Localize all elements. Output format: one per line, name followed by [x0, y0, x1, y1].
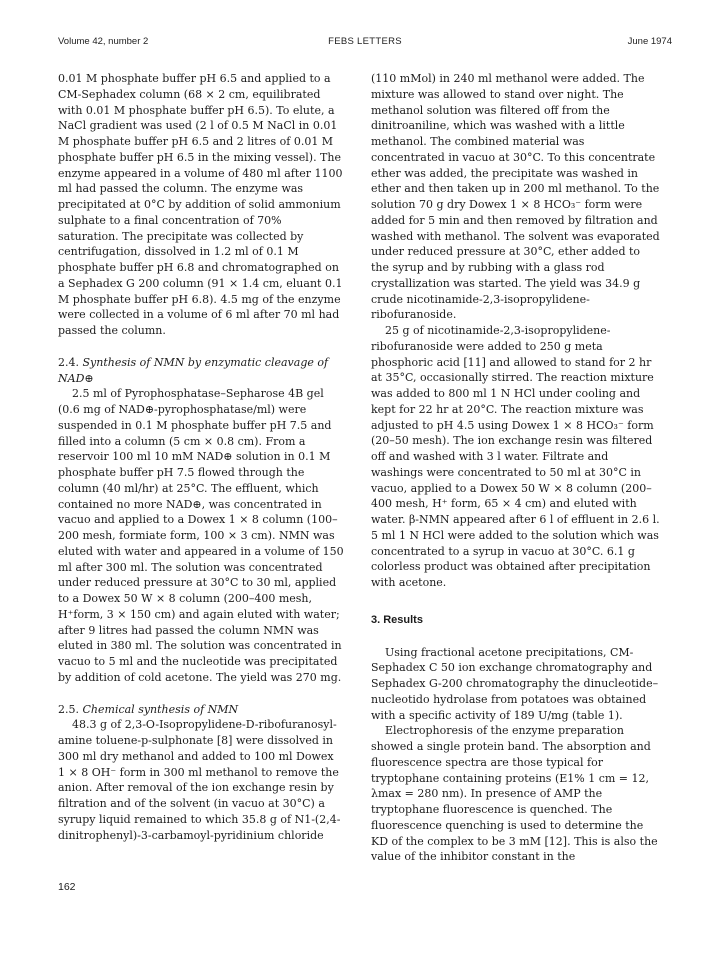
- left-column: [58, 71, 344, 843]
- section-number: 2.4.: [58, 355, 79, 369]
- right-column: [371, 71, 661, 865]
- section-title: Chemical synthesis of NMN: [82, 702, 239, 716]
- section-heading-results: 3. Results: [371, 613, 423, 626]
- section-title: Synthesis of NMN by enzymatic cleavage of NAD⊕: [58, 355, 329, 385]
- section-heading-2-5: [58, 702, 344, 718]
- section-heading-2-4: [58, 355, 344, 387]
- section-number: 2.5.: [58, 702, 79, 716]
- paragraph-phosphoric-acid: 25 g of nicotinamide-2,3-isopropylidene-ribofuranoside were added to 250 g meta phosphoric acid [11] and allowed to stand for 2 hr at 35°C, occasionally stirred. The reaction mixture was added to 800 ml 1 N HCl under cooling and kept for 22 hr at 20°C. The reaction mixture was adjusted to pH 4.5 using Dowex 1 × 8 HCO₃⁻ form (20–50 mesh). The ion exchange resin was filtered off and washed with 3 l water. Filtrate and washings were concentrated to 50 ml at 30°C in vacuo, applied to a Dowex 50 W × 8 column (200–400 mesh, H⁺ form, 65 × 4 cm) and eluted with water. β-NMN appeared after 6 l of effluent in 2.6 l. 5 ml 1 N HCl were added to the solution which was concentrated to a syrup in vacuo at 30°C. 6.1 g colorless product was obtained after precipitation with acetone.: [371, 324, 660, 589]
- issue-date: June 1974: [627, 36, 672, 47]
- journal-name: FEBS LETTERS: [328, 36, 402, 47]
- paragraph-results-electrophoresis: Electrophoresis of the enzyme preparation showed a single protein band. The absorption and fluorescence spectra are those typical for tryptophane containing proteins (E1% 1 cm = 12, λmax = 280 nm). In presence of AMP the tryptophane fluorescence is quenched. The fluorescence quenching is used to determine the KD of the complex to be 3 mM [12]. This is also the value of the inhibitor constant in the: [371, 724, 658, 864]
- spacer: [58, 686, 344, 702]
- paragraph-chemical-synthesis: 48.3 g of 2,3-O-Isopropylidene-D-ribofuranosyl-amine toluene-p-sulphonate [8] were dissolved in 300 ml dry methanol and added to 100 ml Dowex 1 × 8 OH⁻ form in 300 ml methanol to remove the anion. After removal of the ion exchange resin by filtration and of the solvent (in vacuo at 30°C) a syrupy liquid remained to which 35.8 g of N1-(2,4-dinitrophenyl)-3-carbamoyl-pyridinium chloride: [58, 718, 341, 842]
- volume-number: Volume 42, number 2: [58, 36, 149, 47]
- spacer: [371, 629, 661, 645]
- paragraph-methanol: (110 mMol) in 240 ml methanol were added. The mixture was allowed to stand over night. The methanol solution was filtered off from the dinitroaniline, which was washed with a little methanol. The combined material was concentrated in vacuo at 30°C. To this concentrate ether was added, the precipitate was washed in ether and then taken up in 200 ml methanol. To the solution 70 g dry Dowex 1 × 8 HCO₃⁻ form were added for 5 min and then removed by filtration and washed with methanol. The solvent was evaporated under reduced pressure at 30°C, ether added to the syrup and by rubbing with a glass rod crystallization was started. The yield was 34.9 g crude nicotinamide-2,3-isopropylidene-ribofuranoside.: [371, 72, 660, 322]
- spacer: [371, 591, 661, 613]
- spacer: [58, 339, 344, 355]
- paragraph-cm-sephadex: 0.01 M phosphate buffer pH 6.5 and applied to a CM-Sephadex column (68 × 2 cm, equilibrated with 0.01 M phosphate buffer pH 6.5). To elute, a NaCl gradient was used (2 l of 0.5 M NaCl in 0.01 M phosphate buffer pH 6.5 and 2 litres of 0.01 M phosphate buffer pH 6.5 in the mixing vessel). The enzyme appeared in a volume of 480 ml after 1100 ml had passed the column. The enzyme was precipitated at 0°C by addition of solid ammonium sulphate to a final concentration of 70% saturation. The precipitate was collected by centrifugation, dissolved in 1.2 ml of 0.1 M phosphate buffer pH 6.8 and chromatographed on a Sephadex G 200 column (91 × 1.4 cm, eluant 0.1 M phosphate buffer pH 6.8). 4.5 mg of the enzyme were collected in a volume of 6 ml after 70 ml had passed the column.: [58, 72, 343, 337]
- paragraph-enzymatic-cleavage: 2.5 ml of Pyrophosphatase–Sepharose 4B gel (0.6 mg of NAD⊕-pyrophosphatase/ml) were suspended in 0.1 M phosphate buffer pH 7.5 and filled into a column (5 cm × 0.8 cm). From a reservoir 100 ml 10 mM NAD⊕ solution in 0.1 M phosphate buffer pH 7.5 flowed through the column (40 ml/hr) at 25°C. The effluent, which contained no more NAD⊕, was concentrated in vacuo and applied to a Dowex 1 × 8 column (100–200 mesh, formiate form, 100 × 3 cm). NMN was eluted with water and appeared in a volume of 150 ml after 300 ml. The solution was concentrated under reduced pressure at 30°C to 30 ml, applied to a Dowex 50 W × 8 column (200–400 mesh, H⁺form, 3 × 150 cm) and again eluted with water; after 9 litres had passed the column NMN was eluted in 380 ml. The solution was concentrated in vacuo to 5 ml and the nucleotide was precipitated by addition of cold acetone. The yield was 270 mg.: [58, 387, 344, 684]
- paragraph-results-purification: Using fractional acetone precipitations, CM-Sephadex C 50 ion exchange chromatography and Sephadex G-200 chromatography the dinucleotide–nucleotido hydrolase from potatoes was obtained with a specific activity of 189 U/mg (table 1).: [371, 645, 659, 722]
- running-head: [58, 36, 672, 50]
- page-number: 162: [58, 881, 76, 893]
